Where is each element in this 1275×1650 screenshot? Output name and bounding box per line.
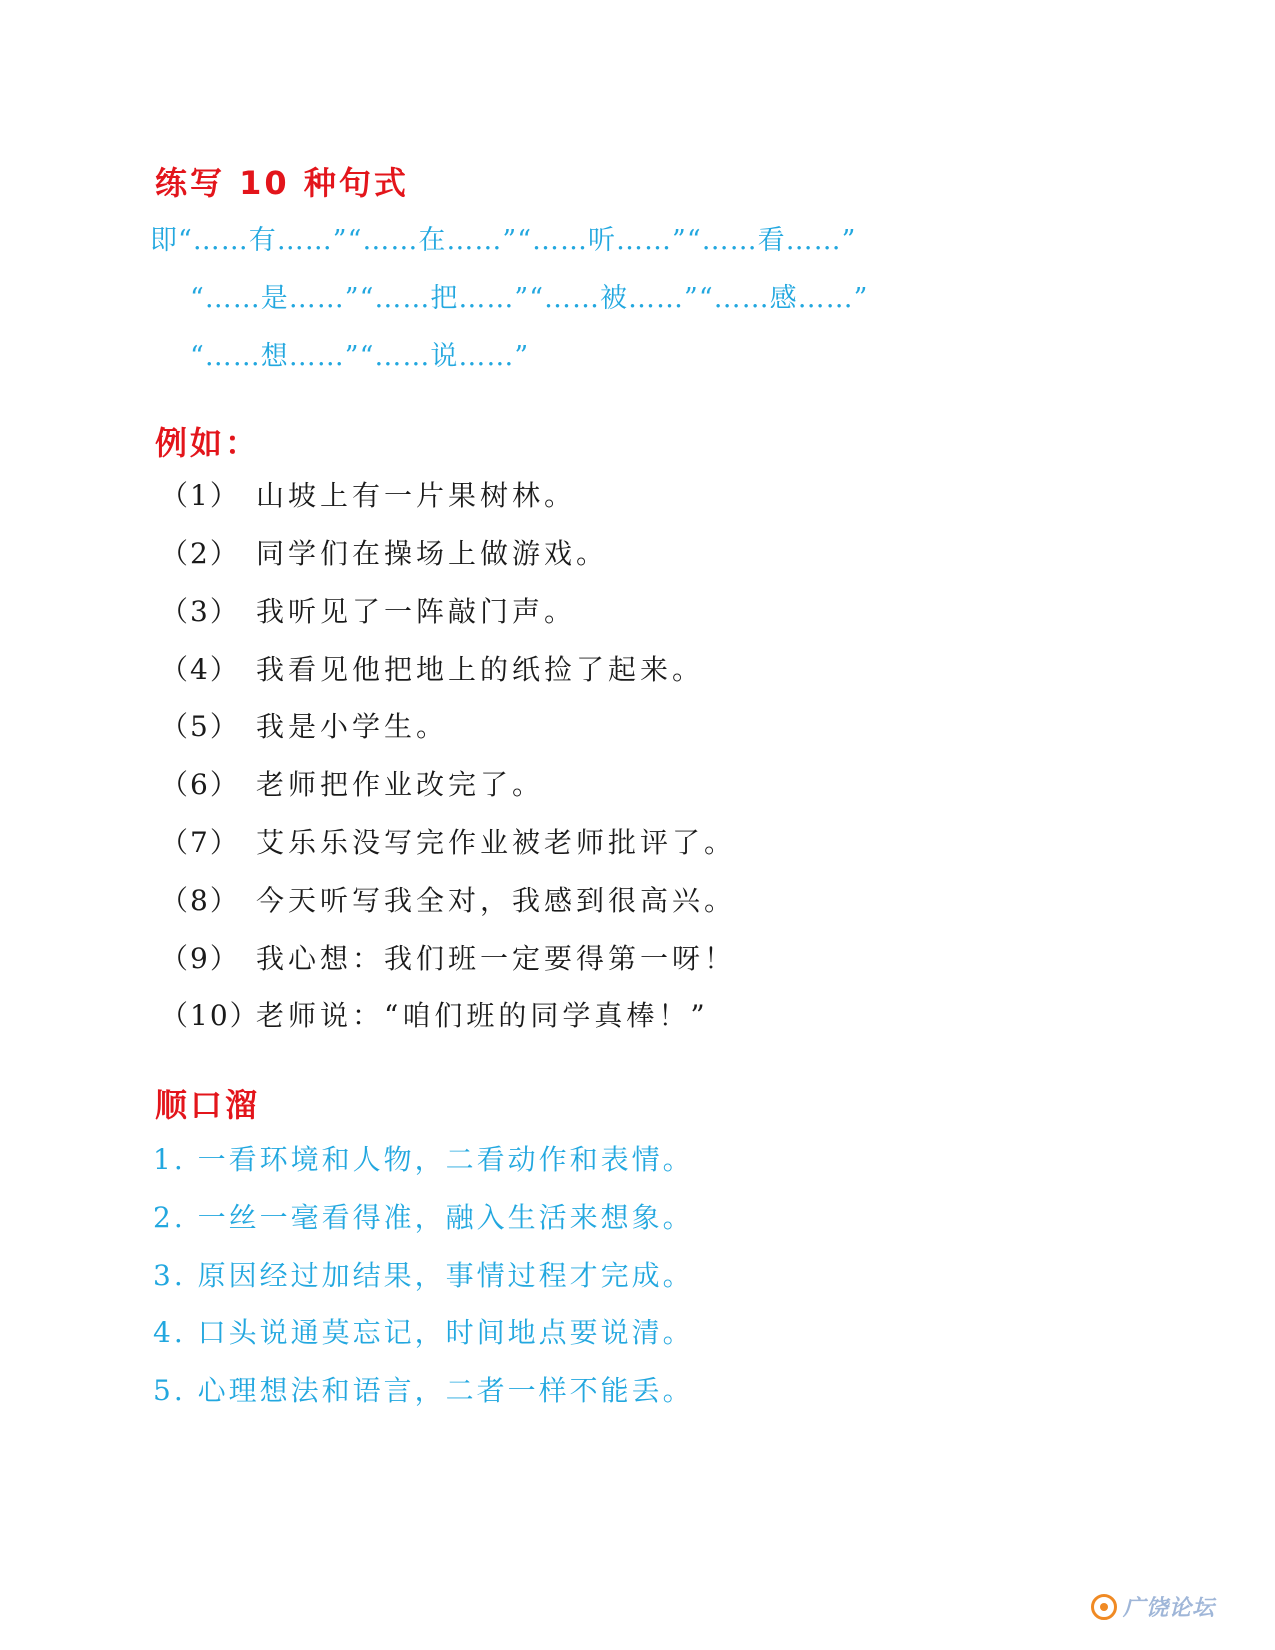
rhyme-line: 2. 一丝一毫看得准，融入生活来想象。: [153, 1201, 694, 1234]
example-text: 我是小学生。: [256, 710, 449, 743]
example-item: [160, 476, 576, 516]
pattern-line-2: “……是……”“……把……”“……被……”“……感……”: [190, 283, 869, 314]
section-title-sentence-patterns: 练写 10 种句式: [155, 164, 409, 202]
example-item: [160, 996, 709, 1036]
section-title-examples: 例如：: [155, 424, 261, 462]
rhyme-line: 5. 心理想法和语言，二者一样不能丢。: [153, 1374, 694, 1407]
example-text: 我心想：我们班一定要得第一呀！: [256, 942, 737, 975]
example-number: （4）: [160, 653, 240, 686]
example-number: （5）: [160, 710, 240, 743]
pattern-line-1: 即“……有……”“……在……”“……听……”“……看……”: [150, 225, 857, 256]
example-number: （3）: [160, 595, 240, 628]
example-item: [160, 707, 448, 747]
rhyme-line: 3. 原因经过加结果，事情过程才完成。: [153, 1259, 694, 1292]
section-title-rhyme: 顺口溜: [155, 1086, 261, 1124]
pattern-line-3: “……想……”“……说……”: [190, 341, 530, 372]
watermark: [1091, 1591, 1215, 1622]
example-text: 艾乐乐没写完作业被老师批评了。: [256, 826, 737, 859]
example-number: （10）: [160, 999, 260, 1032]
example-number: （1）: [160, 479, 240, 512]
example-text: 山坡上有一片果树林。: [256, 479, 577, 512]
example-text: 我听见了一阵敲门声。: [256, 595, 577, 628]
example-item: [160, 765, 544, 805]
example-text: 我看见他把地上的纸捡了起来。: [256, 653, 705, 686]
example-item: [160, 939, 736, 979]
example-number: （7）: [160, 826, 240, 859]
example-text: 今天听写我全对，我感到很高兴。: [256, 884, 737, 917]
example-text: 老师把作业改完了。: [256, 768, 545, 801]
example-number: （9）: [160, 942, 240, 975]
example-text: 老师说：“咱们班的同学真棒！”: [256, 999, 709, 1032]
example-text: 同学们在操场上做游戏。: [256, 537, 609, 570]
example-item: [160, 650, 704, 690]
rhyme-line: 1. 一看环境和人物，二看动作和表情。: [153, 1143, 694, 1176]
watermark-text: 广饶论坛: [1122, 1596, 1215, 1621]
example-item: [160, 592, 576, 632]
rhyme-line: 4. 口头说通莫忘记，时间地点要说清。: [153, 1316, 694, 1349]
example-item: [160, 823, 736, 863]
example-item: [160, 881, 736, 921]
example-number: （8）: [160, 884, 240, 917]
example-item: [160, 534, 608, 574]
orbit-logo-icon: [1091, 1594, 1117, 1620]
example-number: （2）: [160, 537, 240, 570]
example-number: （6）: [160, 768, 240, 801]
